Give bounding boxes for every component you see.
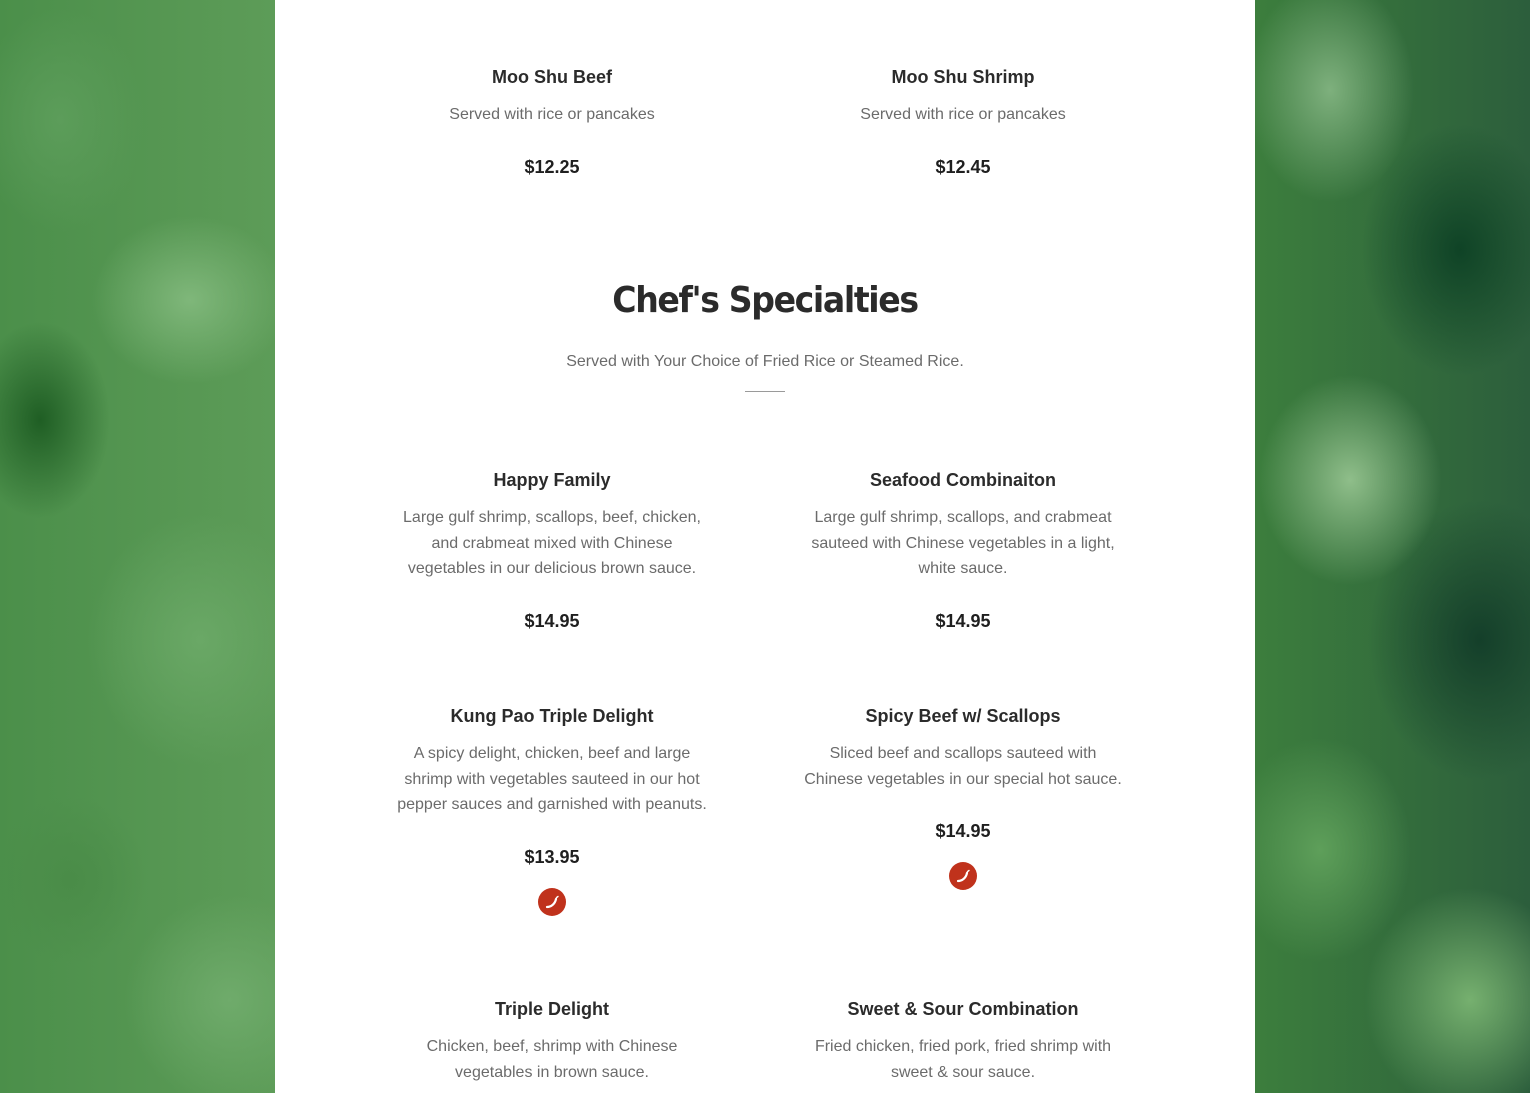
- section-subtitle: Served with Your Choice of Fried Rice or Steamed Rice.: [566, 353, 964, 370]
- chili-pepper-icon: [538, 888, 566, 916]
- menu-item-description: Large gulf shrimp, scallops, and crabmeat sauteed with Chinese vegetables in a light, white sauce.: [811, 509, 1115, 578]
- menu-item-kung-pao-triple-delight: [392, 705, 712, 916]
- menu-item-seafood-combination: [803, 469, 1123, 632]
- menu-item-sweet-sour-combination: [803, 998, 1123, 1085]
- menu-item-name: Seafood Combinaiton: [870, 470, 1056, 490]
- menu-item-name: Moo Shu Beef: [492, 67, 612, 87]
- menu-page: [275, 0, 1255, 1093]
- menu-item-name: Spicy Beef w/ Scallops: [865, 706, 1061, 726]
- menu-item-description: Served with rice or pancakes: [449, 106, 655, 123]
- menu-item-name: Triple Delight: [494, 999, 609, 1019]
- menu-item-spicy-beef-scallops: [803, 705, 1123, 890]
- menu-item-price: $14.95: [935, 821, 991, 842]
- menu-item-description: Sliced beef and scallops sauteed with Chinese vegetables in our special hot sauce.: [804, 745, 1122, 788]
- menu-item-price: $13.95: [524, 847, 580, 868]
- menu-item-triple-delight: [392, 998, 712, 1085]
- menu-item-name: Moo Shu Shrimp: [891, 67, 1035, 87]
- menu-item-description: Served with rice or pancakes: [860, 106, 1066, 123]
- menu-item-name: Happy Family: [493, 470, 611, 490]
- menu-item-moo-shu-beef: [392, 66, 712, 178]
- menu-item-price: $14.95: [935, 611, 991, 632]
- menu-item-price: $12.25: [524, 156, 580, 177]
- menu-item-happy-family: [392, 469, 712, 632]
- chili-pepper-icon: [949, 862, 977, 890]
- menu-item-description: A spicy delight, chicken, beef and large shrimp with vegetables sauteed in our hot pepper sauces and garnished with peanuts.: [397, 745, 707, 814]
- section-title: Chef's Specialties: [612, 280, 918, 321]
- menu-item-moo-shu-shrimp: [803, 66, 1123, 178]
- section-divider: [745, 391, 785, 392]
- menu-item-description: Large gulf shrimp, scallops, beef, chicken, and crabmeat mixed with Chinese vegetables in our delicious brown sauce.: [403, 509, 701, 578]
- menu-item-description: Chicken, beef, shrimp with Chinese vegetables in brown sauce.: [426, 1038, 678, 1081]
- menu-item-name: Sweet & Sour Combination: [847, 999, 1079, 1019]
- menu-item-description: Fried chicken, fried pork, fried shrimp with sweet & sour sauce.: [814, 1038, 1112, 1081]
- menu-item-price: $12.45: [935, 156, 991, 177]
- menu-item-price: $14.95: [524, 611, 580, 632]
- menu-item-name: Kung Pao Triple Delight: [450, 706, 654, 726]
